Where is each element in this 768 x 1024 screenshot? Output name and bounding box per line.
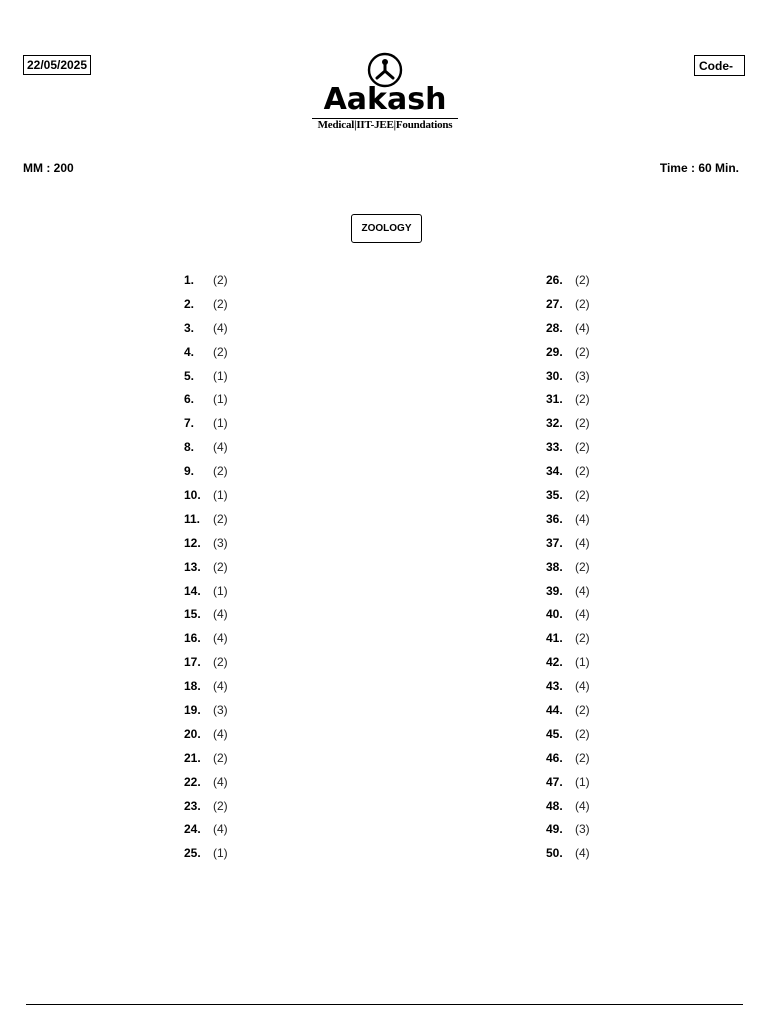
answer-option: (4) [575, 798, 590, 813]
answer-option: (2) [213, 296, 228, 311]
answer-option: (2) [213, 511, 228, 526]
answer-row [184, 268, 228, 292]
question-number: 28. [546, 320, 563, 335]
answer-row [546, 817, 590, 841]
answer-row [546, 674, 590, 698]
answer-row [546, 531, 590, 555]
answer-row [546, 387, 590, 411]
answer-row [546, 555, 590, 579]
answer-option: (4) [575, 679, 590, 694]
answer-option: (3) [213, 535, 228, 550]
question-number: 2. [184, 296, 195, 311]
answer-row [184, 316, 228, 340]
answer-option: (1) [213, 583, 228, 598]
question-number: 29. [546, 344, 563, 359]
answer-row [184, 387, 228, 411]
question-number: 17. [184, 655, 201, 670]
answer-row [184, 674, 228, 698]
question-number: 36. [546, 511, 563, 526]
answer-row [184, 364, 228, 388]
answer-option: (2) [575, 416, 590, 431]
question-number: 45. [546, 726, 563, 741]
question-number: 5. [184, 368, 195, 383]
question-number: 24. [184, 822, 201, 837]
question-number: 32. [546, 416, 563, 431]
answer-column-right [546, 268, 590, 865]
question-number: 13. [184, 559, 201, 574]
question-number: 34. [546, 464, 563, 479]
question-number: 42. [546, 655, 563, 670]
answer-row [546, 770, 590, 794]
question-number: 48. [546, 798, 563, 813]
question-number: 16. [184, 631, 201, 646]
max-marks: MM : 200 [23, 161, 74, 175]
question-number: 27. [546, 296, 563, 311]
answer-option: (2) [575, 559, 590, 574]
question-number: 43. [546, 679, 563, 694]
answer-option: (4) [213, 320, 228, 335]
answer-row [184, 817, 228, 841]
answer-row [184, 698, 228, 722]
answer-option: (4) [213, 822, 228, 837]
answer-row [546, 507, 590, 531]
aakash-logo [300, 52, 470, 134]
brand-name: Aakash [323, 82, 447, 117]
question-number: 41. [546, 631, 563, 646]
answer-row [184, 531, 228, 555]
answer-option: (2) [213, 272, 228, 287]
question-number: 39. [546, 583, 563, 598]
answer-option: (4) [213, 726, 228, 741]
answer-option: (2) [575, 631, 590, 646]
question-number: 9. [184, 464, 195, 479]
answer-row [546, 579, 590, 603]
question-number: 31. [546, 392, 563, 407]
answer-option: (1) [213, 846, 228, 861]
question-number: 14. [184, 583, 201, 598]
question-number: 4. [184, 344, 195, 359]
question-number: 18. [184, 679, 201, 694]
answer-row [184, 841, 228, 865]
answer-row [184, 507, 228, 531]
answer-option: (1) [575, 655, 590, 670]
question-number: 7. [184, 416, 195, 431]
answer-option: (1) [575, 774, 590, 789]
answer-row [184, 626, 228, 650]
question-number: 46. [546, 750, 563, 765]
answer-option: (1) [213, 416, 228, 431]
question-number: 21. [184, 750, 201, 765]
answer-option: (3) [575, 368, 590, 383]
answer-row [184, 292, 228, 316]
question-number: 33. [546, 440, 563, 455]
answer-option: (2) [213, 559, 228, 574]
answer-row [184, 579, 228, 603]
question-number: 19. [184, 702, 201, 717]
answer-option: (4) [575, 846, 590, 861]
question-number: 11. [184, 511, 201, 526]
code-box: Code- [694, 55, 745, 76]
answer-row [546, 841, 590, 865]
answer-option: (2) [575, 750, 590, 765]
answer-row [546, 459, 590, 483]
answer-row [546, 602, 590, 626]
question-number: 22. [184, 774, 201, 789]
answer-option: (4) [213, 440, 228, 455]
answer-row [184, 794, 228, 818]
answer-option: (4) [213, 774, 228, 789]
question-number: 1. [184, 272, 195, 287]
answer-option: (1) [213, 392, 228, 407]
date-box: 22/05/2025 [23, 55, 91, 75]
answer-row [546, 794, 590, 818]
question-number: 30. [546, 368, 563, 383]
question-number: 47. [546, 774, 563, 789]
answer-row [546, 268, 590, 292]
answer-option: (2) [575, 392, 590, 407]
answer-option: (4) [575, 320, 590, 335]
answer-row [184, 722, 228, 746]
question-number: 12. [184, 535, 201, 550]
answer-option: (2) [575, 464, 590, 479]
answer-row [546, 364, 590, 388]
question-number: 26. [546, 272, 563, 287]
time-duration: Time : 60 Min. [659, 161, 739, 175]
answer-row [546, 746, 590, 770]
footer-divider [26, 1004, 743, 1005]
question-number: 20. [184, 726, 201, 741]
answer-row [546, 483, 590, 507]
question-number: 6. [184, 392, 195, 407]
question-number: 15. [184, 607, 201, 622]
answer-option: (2) [575, 487, 590, 502]
answer-option: (2) [575, 726, 590, 741]
question-number: 10. [184, 487, 201, 502]
answer-option: (2) [575, 702, 590, 717]
answer-option: (4) [213, 631, 228, 646]
answer-row [546, 435, 590, 459]
question-number: 37. [546, 535, 563, 550]
answer-row [546, 411, 590, 435]
answer-option: (2) [575, 344, 590, 359]
answer-option: (2) [575, 440, 590, 455]
answer-option: (2) [213, 655, 228, 670]
question-number: 8. [184, 440, 195, 455]
answer-option: (4) [575, 583, 590, 598]
answer-row [546, 698, 590, 722]
answer-option: (2) [213, 344, 228, 359]
answer-row [184, 435, 228, 459]
answer-option: (3) [575, 822, 590, 837]
answer-option: (4) [575, 535, 590, 550]
answer-option: (1) [213, 487, 228, 502]
answer-row [184, 459, 228, 483]
answer-option: (2) [575, 272, 590, 287]
answer-column-left [184, 268, 228, 865]
answer-row [184, 340, 228, 364]
answer-row [546, 292, 590, 316]
question-number: 38. [546, 559, 563, 574]
answer-option: (3) [213, 702, 228, 717]
question-number: 49. [546, 822, 563, 837]
answer-option: (2) [213, 798, 228, 813]
question-number: 40. [546, 607, 563, 622]
answer-row [184, 770, 228, 794]
brand-tagline: Medical|IIT-JEE|Foundations [317, 119, 453, 131]
answer-row [184, 602, 228, 626]
answer-row [184, 746, 228, 770]
question-number: 50. [546, 846, 563, 861]
answer-option: (2) [213, 464, 228, 479]
question-number: 44. [546, 702, 563, 717]
question-number: 25. [184, 846, 201, 861]
question-number: 23. [184, 798, 201, 813]
question-number: 35. [546, 487, 563, 502]
answer-row [546, 340, 590, 364]
answer-row [546, 722, 590, 746]
answer-row [184, 411, 228, 435]
answer-option: (4) [575, 511, 590, 526]
answer-row [546, 650, 590, 674]
answer-row [184, 555, 228, 579]
answer-row [184, 483, 228, 507]
answer-option: (4) [213, 679, 228, 694]
answer-option: (2) [575, 296, 590, 311]
answer-row [184, 650, 228, 674]
answer-row [546, 316, 590, 340]
answer-option: (1) [213, 368, 228, 383]
answer-option: (2) [213, 750, 228, 765]
subject-title: ZOOLOGY [351, 214, 422, 243]
answer-row [546, 626, 590, 650]
question-number: 3. [184, 320, 195, 335]
answer-option: (4) [213, 607, 228, 622]
answer-option: (4) [575, 607, 590, 622]
